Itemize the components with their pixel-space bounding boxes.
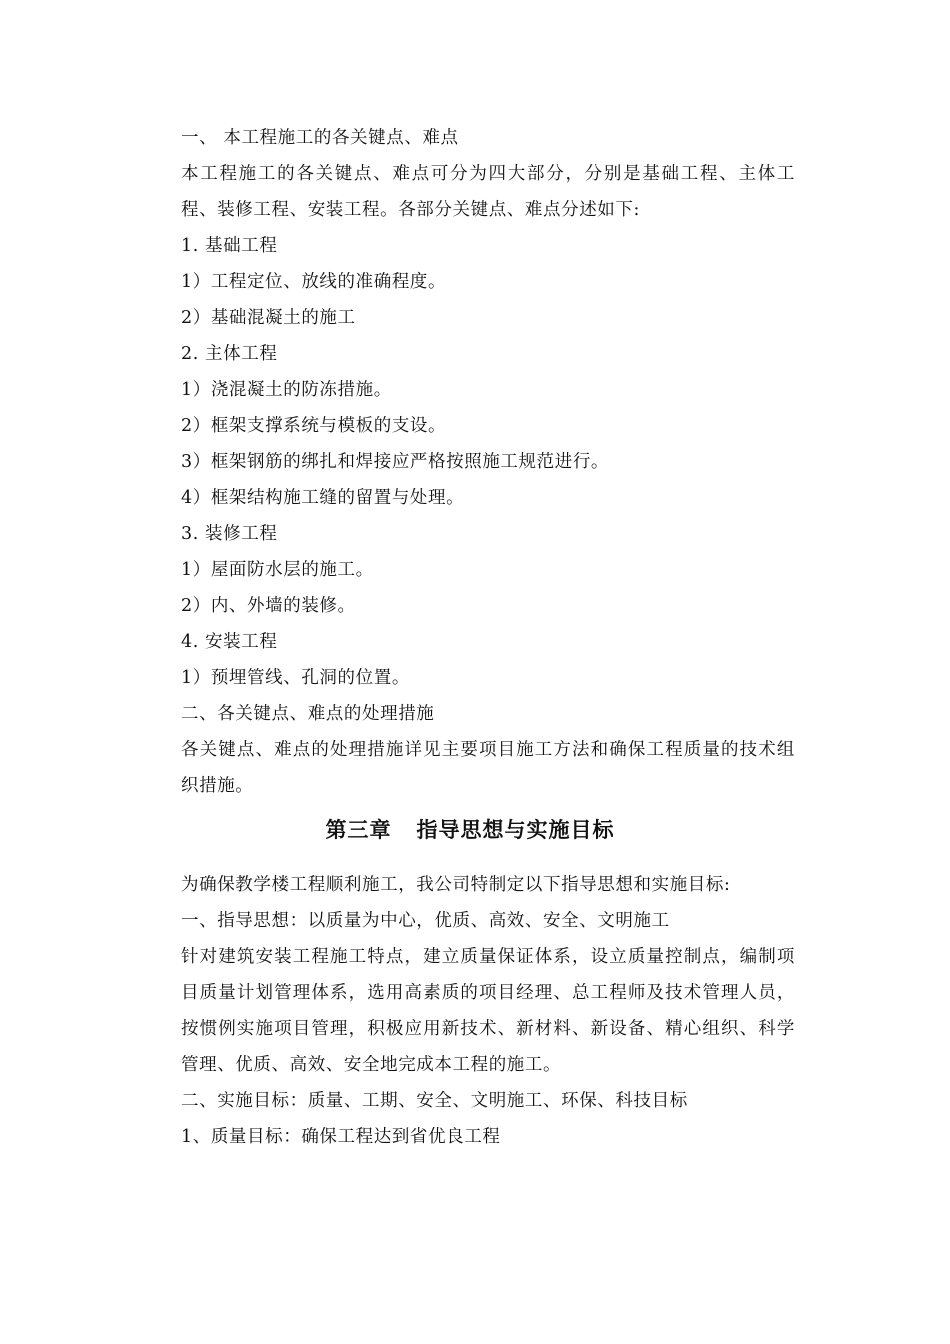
list-item: 2）框架支撑系统与模板的支设。 xyxy=(181,416,447,436)
group-title-foundation: 1. 基础工程 xyxy=(181,236,278,256)
list-item: 1）屋面防水层的施工。 xyxy=(181,560,374,580)
list-item: 1）浇混凝土的防冻措施。 xyxy=(181,380,392,400)
list-item: 4）框架结构施工缝的留置与处理。 xyxy=(181,488,465,508)
list-item: 2）基础混凝土的施工 xyxy=(181,308,356,328)
group-title-main-structure: 2. 主体工程 xyxy=(181,344,278,364)
section-two-body: 各关键点、难点的处理措施详见主要项目施工方法和确保工程质量的技术组织措施。 xyxy=(181,740,795,796)
section-two-heading: 二、各关键点、难点的处理措施 xyxy=(181,704,435,724)
list-item: 3）框架钢筋的绑扎和焊接应严格按照施工规范进行。 xyxy=(181,452,610,472)
section-one xyxy=(145,120,795,804)
goals-heading: 二、实施目标：质量、工期、安全、文明施工、环保、科技目标 xyxy=(181,1091,688,1111)
list-item: 2）内、外墙的装修。 xyxy=(181,596,356,616)
quality-goal: 1、质量目标：确保工程达到省优良工程 xyxy=(181,1127,501,1147)
group-title-installation: 4. 安装工程 xyxy=(181,632,278,652)
chapter-intro: 为确保教学楼工程顺利施工，我公司特制定以下指导思想和实施目标: xyxy=(181,875,731,895)
section-one-intro: 本工程施工的各关键点、难点可分为四大部分，分别是基础工程、主体工程、装修工程、安装工程。各部分关键点、难点分述如下: xyxy=(181,164,795,220)
group-title-decoration: 3. 装修工程 xyxy=(181,524,278,544)
chapter-title: 第三章 指导思想与实施目标 xyxy=(325,818,615,842)
guiding-body: 针对建筑安装工程施工特点，建立质量保证体系，设立质量控制点，编制项目质量计划管理体系，选用高素质的项目经理、总工程师及技术管理人员，按惯例实施项目管理，积极应用新技术、新材料、新设备、精心组织、科学管理、优质、高效、安全地完成本工程的施工。 xyxy=(181,947,795,1075)
chapter-body xyxy=(145,867,795,1155)
section-one-heading: 一、 本工程施工的各关键点、难点 xyxy=(181,128,459,148)
guiding-heading: 一、指导思想：以质量为中心，优质、高效、安全、文明施工 xyxy=(181,911,670,931)
list-item: 1）工程定位、放线的准确程度。 xyxy=(181,272,447,292)
list-item: 1）预埋管线、孔洞的位置。 xyxy=(181,668,410,688)
